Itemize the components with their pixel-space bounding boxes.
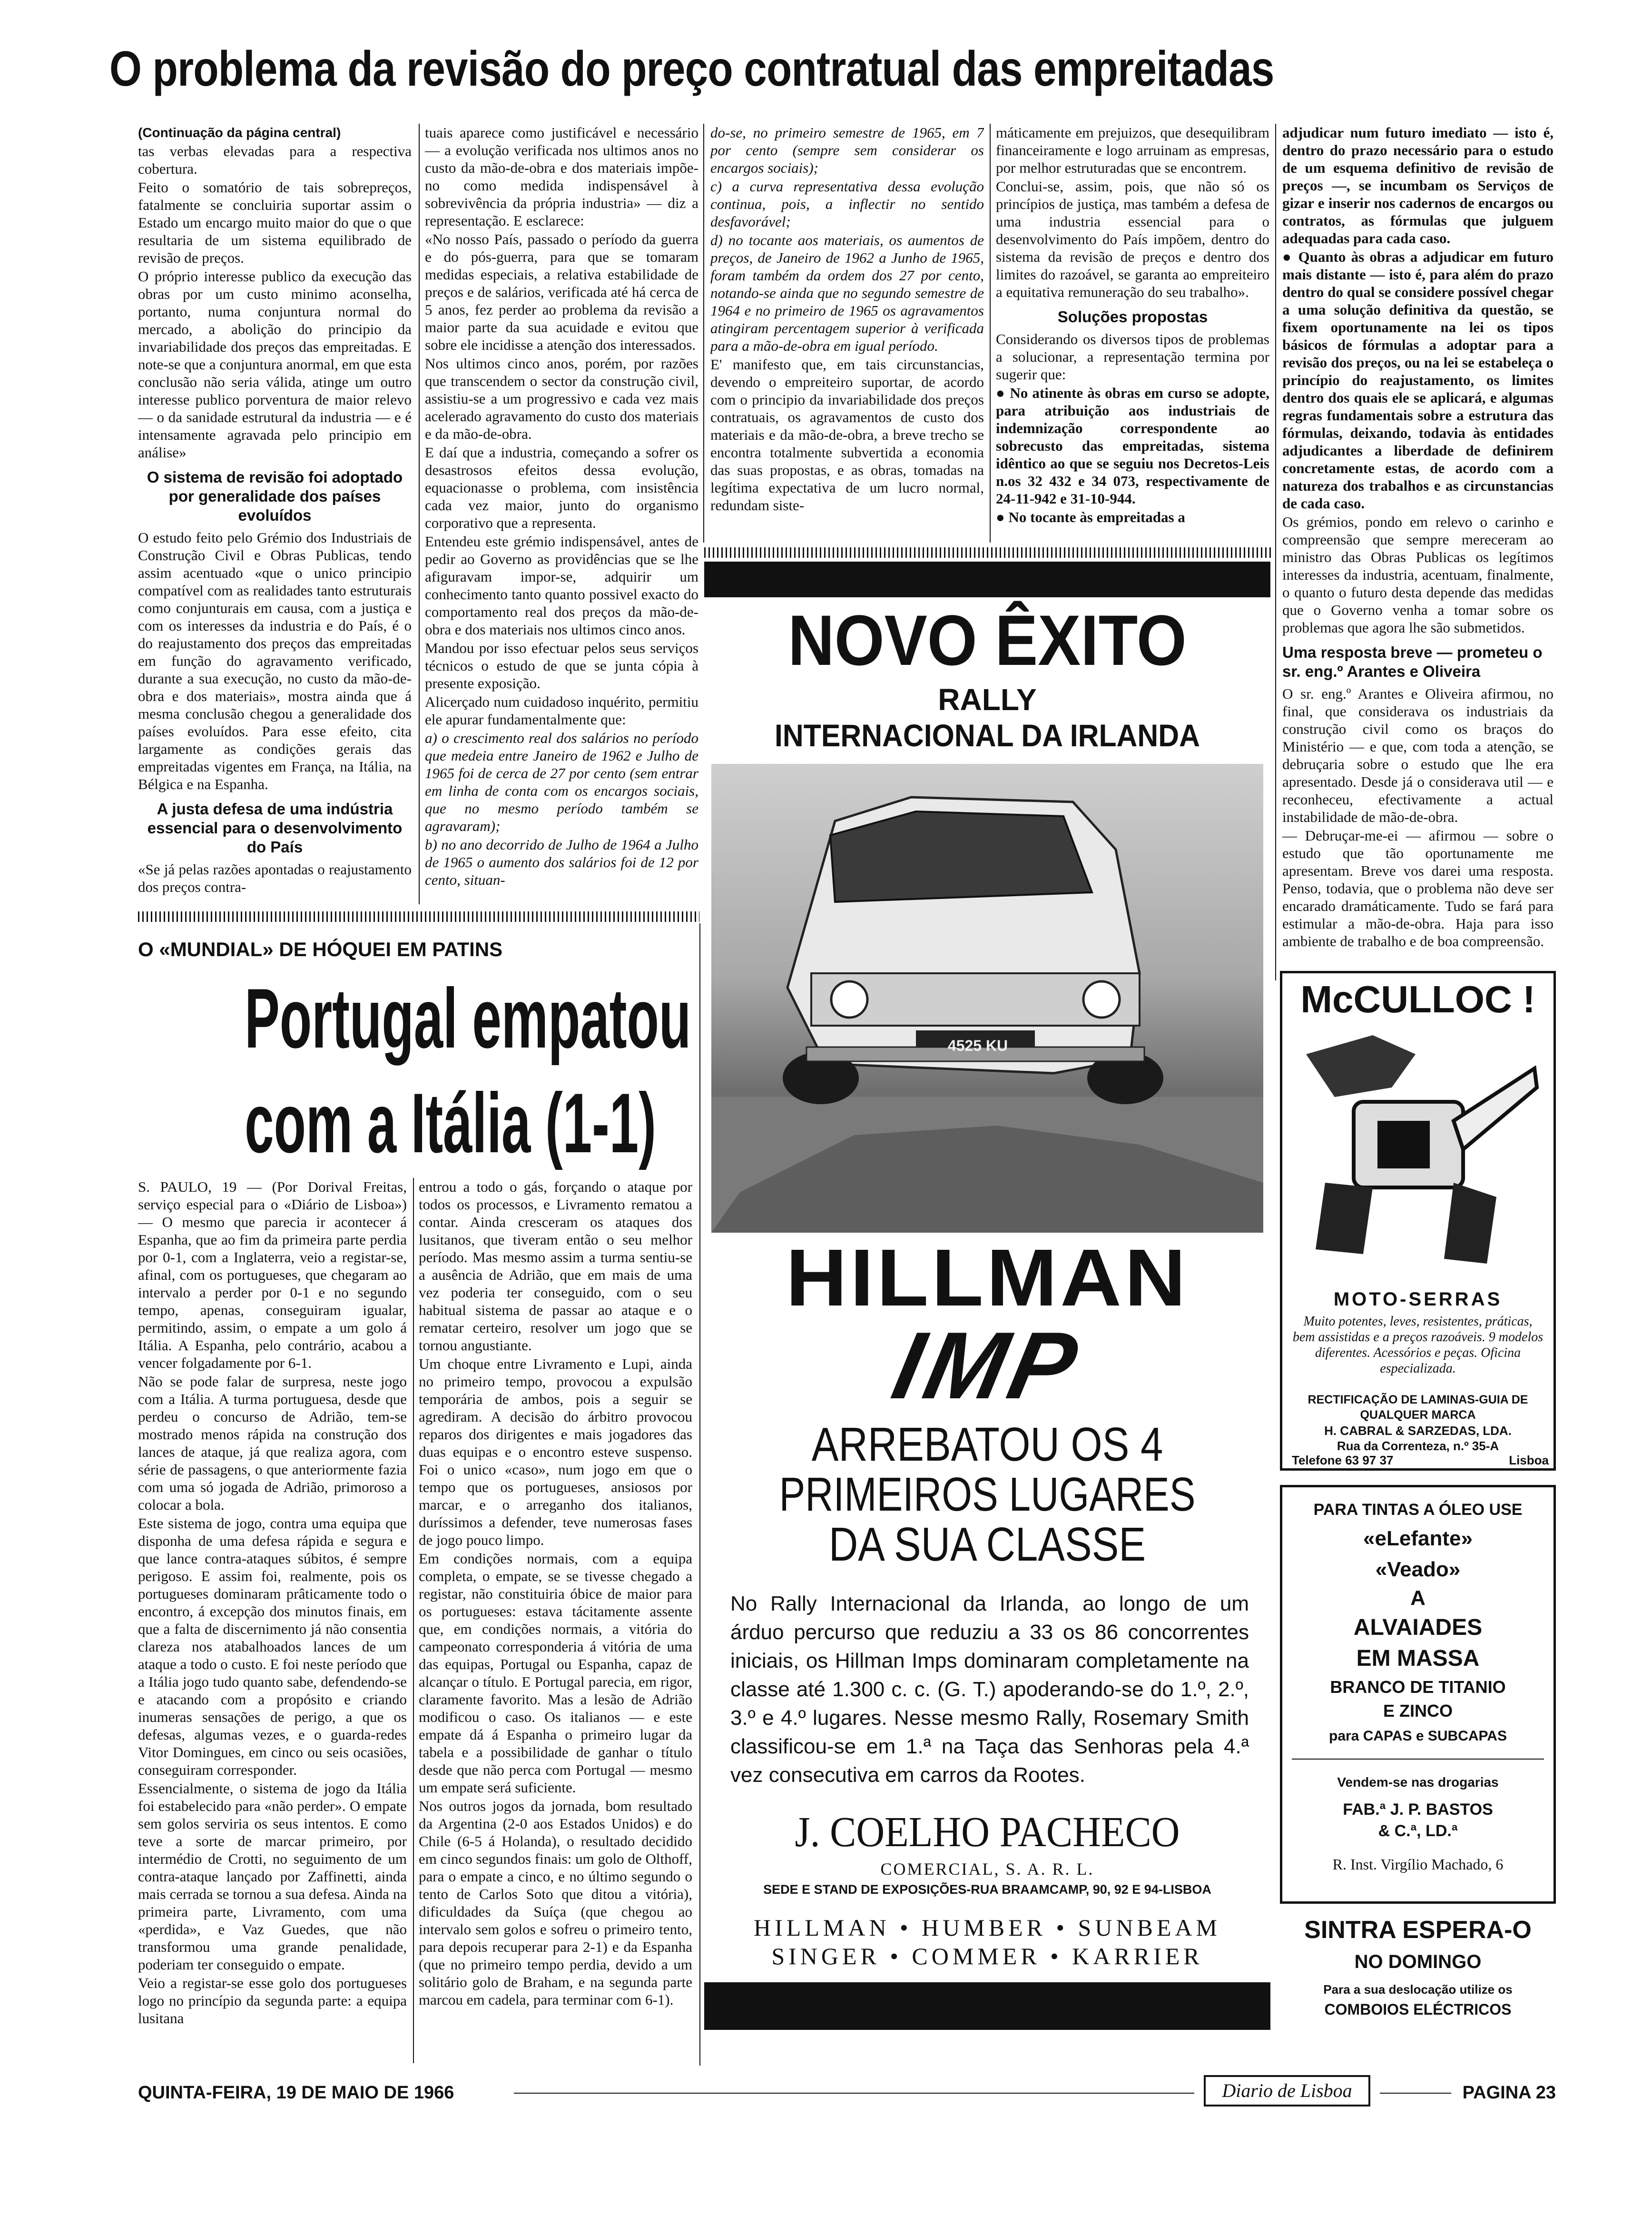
sport-title-line2: com a Itália (1-1) <box>245 1076 656 1170</box>
ad-slogan-line1: ARREBATOU OS 4 <box>811 1418 1163 1471</box>
article-paragraph: Os grémios, pondo em relevo o carinho e compreensão que sempre mereceram ao ministro das Obras Publicas os legítimos interesses da industria, acentuam, finalmente, o quanto o futuro desta depende das medidas que o Governo venha a tomar sobre os problemas que agora lhe são submetidos. <box>1282 514 1554 636</box>
sport-title-line1: Portugal empatou <box>245 971 691 1066</box>
paint-sold-at: Vendem-se nas drogarias <box>1337 1775 1499 1790</box>
sport-paragraph: Este sistema de jogo, contra uma equipa que disponha de uma defesa rápida e segura e que lance contra-ataques súbitos, é sempre perigoso. E assim foi, realmente, pois os portugueses dominaram prâticamente todo o encontro, á excepção dos minutos finais, em que a falta de discernimento já não consentia clareza nos atabalhoados lances de um ataque a todo o custo. E foi neste período que a Itália jogo tudo quanto sabe, defendendo-se e atacando com a propósito e criando inumeras sensações de perigo, a que os defesas, algumas vezes, e o guarda-redes Vitor Domingues, em cinco ou seis ocasiões, conseguiram corresponder. <box>138 1515 407 1778</box>
chainsaw-title: MOTO-SERRAS <box>1333 1289 1503 1310</box>
paint-brand-elefante: «eLefante» <box>1363 1527 1473 1550</box>
article-paragraph: do-se, no primeiro semestre de 1965, em 7 por cento (sempre sem considerar os encargos sociais); <box>710 124 984 176</box>
column-rule <box>990 124 991 543</box>
paint-maker-company: & C.ª, LD.ª <box>1378 1822 1458 1840</box>
article-paragraph: Alicerçado num cuidadoso inquérito, permitiu ele apurar fundamentalmente que: <box>425 693 698 728</box>
ad-dealer-address: SEDE E STAND DE EXPOSIÇÕES-RUA BRAAMCAMP, 90, 92 E 94-LISBOA <box>763 1882 1211 1897</box>
paint-intro: PARA TINTAS A ÓLEO USE <box>1313 1501 1523 1519</box>
ad-brand-hillman: HILLMAN <box>786 1233 1189 1323</box>
license-plate: 4525 KU <box>947 1037 1008 1054</box>
chainsaw-phone: Telefone 63 97 37 <box>1292 1453 1394 1467</box>
article-column-4 <box>996 124 1269 543</box>
column-rule <box>703 124 704 543</box>
article-paragraph: Considerando os diversos tipos de problemas a solucionar, a representação termina por sugerir que: <box>996 331 1269 383</box>
paint-address: R. Inst. Virgílio Machado, 6 <box>1332 1856 1504 1873</box>
article-paragraph: O estudo feito pelo Grémio dos Industriais de Construção Civil e Obras Publicas, tendo assim acentuado «que o unico principio compatível com as realidades tanto estruturais como conjunturais em causa, com a justiça e com os interesses da industria e do País, é o do reajustamento dos preços das empreitadas em função do agravamento verificado, durante a sua execução, no custo da mão-de-obra e dos materiais», mostra ainda que á mesma conclusão chegou a generalidade dos países evoluídos. Para esse efeito, cita largamente as condições gerais das empreitadas vigentes em França, na Itália, na Bélgica e na Espanha. <box>138 529 412 792</box>
sport-paragraph: Essencialmente, o sistema de jogo da Itália foi estabelecido para «não perder». O empate sem golos serviria os seus intentos. E como teve a sorte de marcar primeiro, por intermédio de Crotti, no seguimento de um contra-ataque lançado por Zaffinetti, ainda mais cerrada se tornou a sua defesa. Ainda na primeira parte, Livramento, com uma «perdida», e Vaz Guedes, que não transformou uma grande penalidade, poderiam ter conseguido o empate. <box>138 1780 407 1973</box>
chainsaw-service: RECTIFICAÇÃO DE LAMINAS-GUIA DE QUALQUER MARCA <box>1308 1393 1528 1422</box>
paint-brand-veado: «Veado» <box>1375 1558 1461 1581</box>
article-paragraph: tuais aparece como justificável e necessário — a evolução verificada nos ultimos anos no custo da mão-de-obra e dos materiais impõe-no como medida indispensável à sobrevivência da própria industria» — diz a representação. E esclarece: <box>425 124 698 229</box>
article-paragraph: adjudicar num futuro imediato — isto é, dentro do prazo necessário para o estudo de um esquema definitivo de revisão de preços —, se incumbam os Serviços de gizar e inserir nos cadernos de encargos ou contratos, as fórmulas que julguem adequadas para cada caso. <box>1282 124 1554 247</box>
ad-brands-line2: SINGER • COMMER • KARRIER <box>771 1943 1203 1969</box>
sport-kicker: O «MUNDIAL» DE HÓQUEI EM PATINS <box>138 938 503 960</box>
footer-rule <box>1380 2093 1451 2094</box>
ad-title: NOVO ÊXITO <box>788 600 1187 680</box>
sport-paragraph: entrou a todo o gás, forçando o ataque por todos os processos, e Livramento rematou a contar. Ainda cresceram os ataques dos lusitanos, que tiveram então o seu melhor período. Mas mesmo assim a turma sentiu-se a ausência de Adrião, que em mais de uma vez poderia ter conseguido, com o seu habitual sistema de passar ao ataque e o rematar certeiro, resolver um jogo que se tornou angustiante. <box>419 1178 692 1354</box>
subheading: O sistema de revisão foi adoptado por generalidade dos países evoluídos <box>147 468 403 524</box>
sintra-trains: COMBOIOS ELÉCTRICOS <box>1324 2001 1512 2018</box>
article-column-1 <box>138 124 412 909</box>
subheading: A justa defesa de uma indústria essencial para o desenvolvimento do País <box>147 800 403 856</box>
sport-paragraph: Não se pode falar de surpresa, neste jogo com a Itália. A turma portuguesa, desde que perdeu o concurso de Adrião, tem-se mostrado menos rápida na construção dos lances de ataque, já que realiza agora, com série de passagens, o que anteriormente fazia com uma só jogada de Adrião, primoroso a colocar a bola. <box>138 1373 407 1513</box>
rally-car-photo <box>711 764 1263 1233</box>
sintra-subtitle: NO DOMINGO <box>1354 1951 1482 1972</box>
paint-advertisement <box>1280 1485 1556 1904</box>
article-paragraph: d) no tocante aos materiais, os aumentos de preços, de Janeiro de 1962 a Junho de 1965, foram também da ordem dos 27 por cento, notando-se ainda que no segundo semestre de 1964 e no primeiro de 1965 os agravamentos atingiram percentagem superior à verificada para a mão-de-obra em igual período. <box>710 232 984 354</box>
chainsaw-address: Rua da Correnteza, n.º 35-A <box>1337 1439 1499 1453</box>
column-rule <box>419 124 420 904</box>
subheading: Uma resposta breve — prometeu o sr. eng.º Arantes e Oliveira <box>1282 643 1543 680</box>
article-paragraph: — Debruçar-me-ei — afirmou — sobre o estudo que tão oportunamente me apresentam. Breve vos darei uma resposta. Penso, todavia, que o problema não deve ser encarado dramáticamente. Tudo se fará para estimular a mão-de-obra. Haja para isso ambiente de trabalho e de boa compreensão. <box>1282 827 1554 949</box>
paint-alvaiades: ALVAIADES <box>1353 1615 1483 1640</box>
sintra-title: SINTRA ESPERA-O <box>1304 1916 1532 1944</box>
ad-black-bar <box>704 562 1270 597</box>
main-headline: O problema da revisão do preço contratual das empreitadas <box>109 41 1274 97</box>
article-paragraph: Nos ultimos cinco anos, porém, por razões que transcendem o sector da construção civil, assistiu-se a um progressivo e cada vez mais acelerado agravamento do custo dos materiais e da mão-de-obra. <box>425 355 698 442</box>
paint-word-a: A <box>1410 1586 1426 1610</box>
article-paragraph: «Se já pelas razões apontadas o reajustamento dos preços contra- <box>138 861 412 895</box>
chainsaw-icon <box>1297 1026 1539 1273</box>
footer-rule <box>514 2093 1194 2094</box>
article-paragraph: c) a curva representativa dessa evolução continua, pois, a inflectir no sentido desfavorável; <box>710 178 984 230</box>
article-paragraph: E daí que a industria, começando a sofrer os desastrosos efeitos dessa evolução, equacionasse o problema, com insistência cada vez maior, junto do organismo corporativo que a representa. <box>425 444 698 531</box>
sintra-advertisement <box>1280 1909 1556 2061</box>
paint-zinco: E ZINCO <box>1383 1701 1453 1721</box>
article-paragraph: ● No tocante às empreitadas a <box>996 509 1185 525</box>
chainsaw-brand: McCULLOC ! <box>1300 978 1535 1020</box>
article-paragraph: b) no ano decorrido de Julho de 1964 a Julho de 1965 o aumento dos salários foi de 12 por cento, situan- <box>425 836 698 888</box>
column-rule <box>699 923 700 2066</box>
ad-slogan-line2: PRIMEIROS LUGARES <box>779 1468 1196 1521</box>
paint-em-massa: EM MASSA <box>1356 1646 1480 1671</box>
chainsaw-company: H. CABRAL & SARZEDAS, LDA. <box>1324 1424 1512 1438</box>
ad-brand-imp: IMP <box>884 1313 1091 1419</box>
article-paragraph: ● No atinente às obras em curso se adopte, para atribuição aos industriais de indemnização correspondente ao sobrecusto das empreitadas, sistema idêntico ao que se seguiu nos Decretos-Leis n.os 32 432 e 34 073, respectivamente de 24-11-942 e 31-10-944. <box>996 385 1269 507</box>
ad-subtitle-event: INTERNACIONAL DA IRLANDA <box>775 718 1200 753</box>
sport-paragraph: Em condições normais, com a equipa completa, o empate, se se tivesse chegado a registar, não constituiria óbice de maior para os portugueses: estava tácitamente assente que, em condições normais, a vitória do campeonato corresponderia á vitória de uma das equipas, Portugal ou Espanha, capaz de alcançar o título. E Portugal parecia, em rigor, claramente favorito. Mas a lesão de Adrião modificou o caso. Os italianos — e este empate dá á Espanha o primeiro lugar da tabela e a possibilidade de ganhar o título desde que não perca com Portugal — mesmo um empate será suficiente. <box>419 1550 692 1796</box>
article-paragraph: a) o crescimento real dos salários no período que medeia entre Janeiro de 1962 e Julho de 1965 foi de cerca de 27 por cento (sem entrar em linha de conta com os encargos sociais, que no mesmo período também se agravaram); <box>425 730 698 834</box>
article-column-2 <box>425 124 698 909</box>
sport-column-1 <box>138 1178 407 2063</box>
sport-column-2 <box>419 1178 692 2063</box>
sport-paragraph: S. PAULO, 19 — (Por Dorival Freitas, serviço especial para o «Diário de Lisboa») — O mesmo que parecia ir acontecer á Espanha, que ao fim da primeira parte perdia por 0-1, com a Inglaterra, veio a registar-se, afinal, com os portugueses, que chegaram ao intervalo a perder por 0-1 e no segundo tempo, apenas, conseguiram igualar, permitindo, assim, o empate a um golo á Itália. A Espanha, pelo contrário, acabou a vencer folgadamente por 6-1. <box>138 1178 407 1371</box>
paint-titanio: BRANCO DE TITANIO <box>1330 1677 1506 1697</box>
chainsaw-advertisement <box>1280 971 1556 1471</box>
article-paragraph: Entendeu este grémio indispensável, antes de pedir ao Governo as providências que se lhe afiguravam impor-se, adquirir um conhecimento tanto quanto possivel exacto do comportamento real dos preços da mão-de-obra e dos materiais nos ultimos cinco anos. <box>425 533 698 638</box>
article-column-5 <box>1282 124 1554 971</box>
ad-subtitle-rally: RALLY <box>938 682 1037 717</box>
footer-date: QUINTA-FEIRA, 19 DE MAIO DE 1966 <box>138 2083 454 2103</box>
sport-paragraph: Veio a registar-se esse golo dos portugueses logo no princípio da segunda parte: a equipa lusitana <box>138 1975 407 2027</box>
paint-uses: para CAPAS e SUBCAPAS <box>1329 1728 1507 1744</box>
footer-page-number: PAGINA 23 <box>1462 2083 1556 2103</box>
chainsaw-description: Muito potentes, leves, resistentes, práticas, bem assistidas e a preços razoáveis. 9 modelos diferentes. Acessórios e peças. Oficina especializada. <box>1292 1314 1544 1376</box>
sport-paragraph: Nos outros jogos da jornada, bom resultado da Argentina (2-0 aos Estados Unidos) e do Chile (6-5 á Holanda), o resultado decidido em cinco segundos finais: um golo de Olthoff, para o empate a cinco, e no último segundo o tento de Carlos Soto que ditou a vitória), dificuldades da Suíça (que chegou ao intervalo sem golos e sofreu o primeiro tento, para depois recuperar para 2-1) e da Espanha (que no primeiro tempo perdia, devido a um solitário golo de Braham, e na segunda parte marcou em cadela, para terminar com 6-1). <box>419 1798 692 2008</box>
article-paragraph: O próprio interesse publico da execução das obras por um custo minimo aconselha, portanto, numa conjuntura normal do mercado, a abolição do principio da invariabilidade dos preços das empreitadas. E note-se que a conjuntura anormal, em que esta conclusão não seria válida, atinge um outro interesse publico porventura de maior relevo — o da sanidade estrutural da industria — e é intensamente agravada pelo principio em análise» <box>138 268 412 461</box>
article-paragraph: ● Quanto às obras a adjudicar em futuro mais distante — isto é, para além do prazo dentro do qual se considere possível chegar a uma solução definitiva da questão, se fixem oportunamente na lei os tipos básicos de fórmulas a adoptar para a revisão dos preços, ou na lei se estabeleça o princípio do reajustamento, os limites dentro dos quais ele se aplicará, e algumas regras fundamentais sobre a estrutura das fórmulas, deixando, todavia às entidades adjudicantes a liberdade de definirem concretamente estas, de acordo com a natureza dos trabalhos e as circunstancias de cada caso. <box>1282 248 1554 512</box>
ad-dealer-sub: COMERCIAL, S. A. R. L. <box>880 1859 1094 1879</box>
ad-slogan-line3: DA SUA CLASSE <box>828 1518 1146 1571</box>
ad-brands-line1: HILLMAN • HUMBER • SUNBEAM <box>754 1914 1221 1941</box>
article-paragraph: E' manifesto que, em tais circunstancias, devendo o empreiteiro suportar, de acordo com o principio da invariabilidade dos preços contratuais, os agravamentos de custo dos materiais e da mão-de-obra, a breve trecho se encontra totalmente subvertida a economia das suas propostas, e as obras, tomadas na legítima expectativa de um lucro normal, redundam siste- <box>710 356 984 514</box>
sintra-text: Para a sua deslocação utilize os <box>1323 1982 1513 1997</box>
article-paragraph: Mandou por isso efectuar pelos seus serviços técnicos o estudo de que se junta cópia à presente exposição. <box>425 640 698 692</box>
article-paragraph: máticamente em prejuizos, que desequilibram financeiramente e logo arruinam as empresas, por melhor estruturadas que se encontrem. <box>996 124 1269 176</box>
ad-dealer-name: J. COELHO PACHECO <box>795 1809 1180 1856</box>
article-column-3 <box>710 124 984 543</box>
column-rule <box>413 1178 414 2063</box>
chainsaw-city: Lisboa <box>1509 1453 1549 1467</box>
paint-maker: FAB.ª J. P. BASTOS <box>1343 1800 1493 1819</box>
article-paragraph: tas verbas elevadas para a respectiva cobertura. <box>138 143 412 177</box>
section-separator <box>704 547 1273 558</box>
article-paragraph: Conclui-se, assim, pois, que não só os princípios de justiça, mas também a defesa de uma industria essencial para o desenvolvimento do País impõem, dentro do sistema da revisão de preços e dentro dos limites do razoável, se garanta ao empreiteiro a equitativa remuneração do seu trabalho». <box>996 178 1269 300</box>
article-paragraph: O sr. eng.º Arantes e Oliveira afirmou, no final, que considerava os industriais da construção civil como os braços do Ministério — e que, com toda a atenção, se debruçaria sobre o estudo que lhe era apresentado. Desde já o considerava util — e reconheceu, efectivamente a actual instabilidade de mão-de-obra. <box>1282 685 1554 825</box>
sport-paragraph: Um choque entre Livramento e Lupi, ainda no primeiro tempo, provocou a expulsão temporária de ambos, pois a seguir se agrediram. A decisão do árbitro provocou reparos dos dirigentes e mais jogadores das duas equipas e o encontro esteve suspenso. Foi o unico «caso», num jogo em que o tempo que os portugueses, ansiosos por marcar, e o arreganho dos italianos, duríssimos a defender, teve numerosas fases de jogo pouco limpo. <box>419 1355 692 1548</box>
hillman-advertisement <box>704 562 1270 2070</box>
footer-masthead: Diario de Lisboa <box>1204 2075 1370 2106</box>
article-paragraph: Feito o somatório de tais sobrepreços, fatalmente se concluiria suportar assim o Estado um encargo muito maior do que o que resultaria de um sistema equilibrado de revisão de preços. <box>138 179 412 266</box>
divider <box>1292 1759 1544 1760</box>
car-illustration <box>711 764 1263 1233</box>
column-rule <box>1275 124 1276 980</box>
ad-bottom-black-bar <box>704 1982 1270 2030</box>
section-separator <box>138 911 699 922</box>
subheading: Soluções propostas <box>1057 308 1208 326</box>
continuation-label: (Continuação da página central) <box>138 125 341 140</box>
ad-body-text: No Rally Internacional da Irlanda, ao longo de um árduo percurso que reduziu a 33 os 86 concorrentes iniciais, os Hillman Imps dominaram completamente na classe até 1.300 c. c. (G. T.) apoderando-se do 1.º, 2.º, 3.º e 4.º lugares. Nesse mesmo Rally, Rosemary Smith classificou-se em 1.ª na Taça das Senhoras pela 4.ª vez consecutiva em carros da Rootes. <box>730 1592 1249 1787</box>
article-paragraph: «No nosso País, passado o período da guerra e do pós-guerra, para que se tomaram medidas especiais, a relativa estabilidade de preços e de salários, verificada até há cerca de 5 anos, fez perder ao problema da revisão a maior parte da sua acuidade e evitou que sobre ele incidisse a atenção dos interessados. <box>425 231 698 353</box>
